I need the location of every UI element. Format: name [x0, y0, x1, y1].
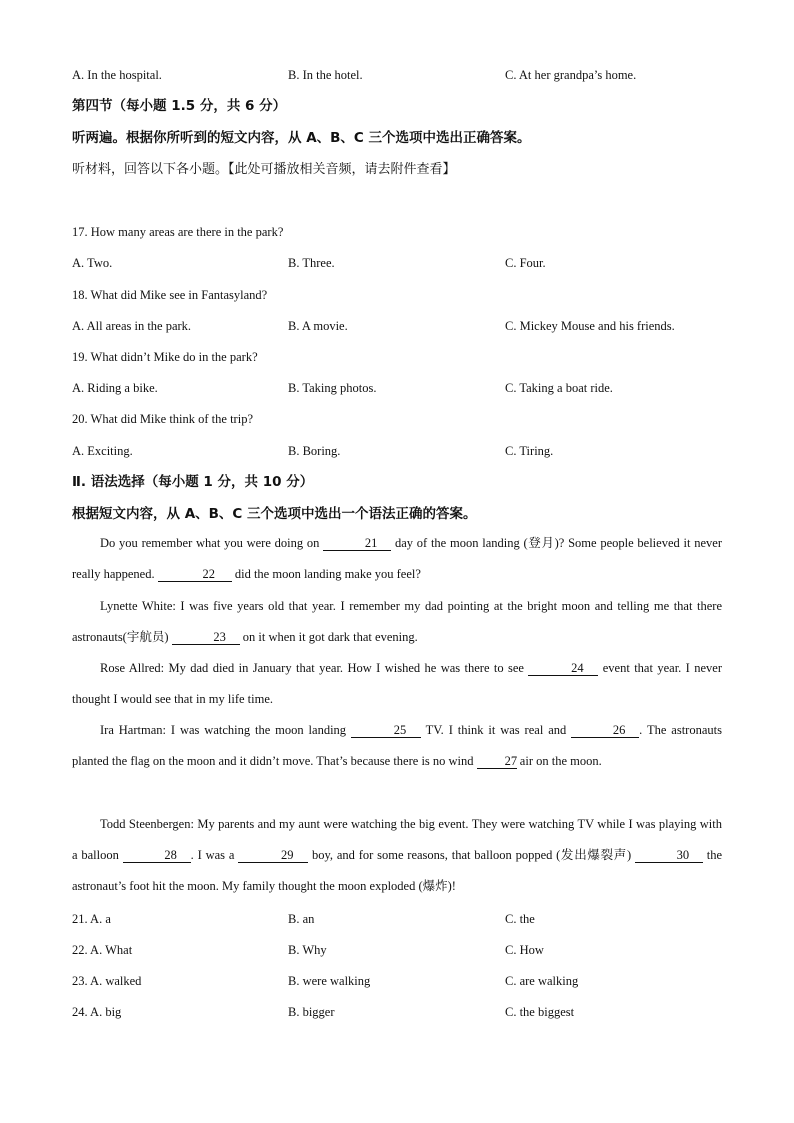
blank-25: 25 — [351, 723, 421, 738]
blank-23: 23 — [172, 630, 240, 645]
section4-title: 第四节（每小题 1.5 分，共 6 分） — [72, 98, 287, 114]
options-row-16 — [72, 66, 722, 84]
passage-paragraph-1 — [72, 528, 722, 590]
passage-text: . The astronauts planted the flag on the moon and it didn’t move. That’s because there is no wind — [72, 723, 722, 768]
option-a: 22. A. What — [72, 943, 133, 957]
answer-row-22 — [72, 941, 722, 959]
option-b: B. A movie. — [288, 319, 348, 333]
question-18: 18. What did Mike see in Fantasyland? — [72, 288, 268, 302]
option-c: C. Taking a boat ride. — [505, 381, 613, 395]
passage-text: air on the moon. — [516, 754, 602, 768]
blank-21: 21 — [323, 536, 391, 551]
option-a: 21. A. a — [72, 912, 111, 926]
passage-text: boy, and for some reasons, that balloon popped (发出爆裂声) — [308, 848, 635, 862]
section2-title: Ⅱ. 语法选择（每小题 1 分，共 10 分） — [72, 474, 314, 490]
option-c: C. are walking — [505, 974, 579, 988]
answer-row-24 — [72, 1003, 722, 1021]
blank-30: 30 — [635, 848, 703, 863]
question-20: 20. What did Mike think of the trip? — [72, 412, 253, 426]
passage-text: event that year. I never thought I would see that in my life time. — [72, 661, 722, 706]
passage-text: Rose Allred: My dad died in January that year. How I wished he was there to see — [100, 661, 529, 675]
option-c: C. the biggest — [505, 1005, 575, 1019]
options-row-20 — [72, 442, 722, 460]
option-c: C. the — [505, 912, 535, 926]
option-b: B. Three. — [288, 256, 335, 270]
option-c: C. Four. — [505, 256, 546, 270]
passage-text: TV. I think it was real and — [420, 723, 572, 737]
passage-text: Do you remember what you were doing on — [100, 536, 324, 550]
options-row-19 — [72, 379, 722, 397]
question-19: 19. What didn’t Mike do in the park? — [72, 350, 258, 364]
passage-paragraph-3 — [72, 653, 722, 715]
option-a: A. Exciting. — [72, 444, 133, 458]
blank-29: 29 — [238, 848, 308, 863]
question-17: 17. How many areas are there in the park? — [72, 225, 284, 239]
blank-28: 28 — [123, 848, 191, 863]
option-c: C. At her grandpa’s home. — [505, 68, 637, 82]
passage-text: Todd Steenbergen: My parents and my aunt were watching the big event. They were watching TV while I was playing with a balloon — [72, 817, 722, 862]
option-a: A. In the hospital. — [72, 68, 162, 82]
passage-text: on it when it got dark that evening. — [239, 630, 418, 644]
passage-text: day of the moon landing (登月)? Some people believed it never really happened. — [72, 536, 722, 581]
option-a: 24. A. big — [72, 1005, 122, 1019]
option-b: B. were walking — [288, 974, 371, 988]
passage-text: . I was a — [190, 848, 239, 862]
option-a: A. Riding a bike. — [72, 381, 158, 395]
option-a: A. All areas in the park. — [72, 319, 192, 333]
option-b: B. bigger — [288, 1005, 335, 1019]
answer-row-23 — [72, 972, 722, 990]
option-b: B. Boring. — [288, 444, 341, 458]
passage-paragraph-2 — [72, 591, 722, 653]
option-a: 23. A. walked — [72, 974, 142, 988]
options-row-17 — [72, 254, 722, 272]
blank-24: 24 — [528, 661, 598, 676]
options-row-18 — [72, 317, 722, 335]
section4-instruction: 听两遍。根据你所听到的短文内容，从 A、B、C 三个选项中选出正确答案。 — [72, 130, 531, 146]
section2-instruction: 根据短文内容，从 A、B、C 三个选项中选出一个语法正确的答案。 — [72, 506, 477, 522]
blank-22: 22 — [158, 567, 232, 582]
passage-paragraph-4 — [72, 715, 722, 777]
option-b: B. an — [288, 912, 315, 926]
option-a: A. Two. — [72, 256, 113, 270]
passage-text: Lynette White: I was five years old that year. I remember my dad pointing at the bright moon and telling me that there astronauts(宇航员) — [72, 599, 722, 644]
passage-text: Ira Hartman: I was watching the moon landing — [100, 723, 351, 737]
passage-text: did the moon landing make you feel? — [231, 567, 421, 581]
blank-27: 27 — [477, 754, 517, 769]
option-c: C. How — [505, 943, 544, 957]
option-b: B. In the hotel. — [288, 68, 363, 82]
blank-26: 26 — [571, 723, 639, 738]
option-c: C. Tiring. — [505, 444, 554, 458]
option-c: C. Mickey Mouse and his friends. — [505, 319, 675, 333]
answer-row-21 — [72, 910, 722, 928]
option-b: B. Taking photos. — [288, 381, 377, 395]
passage-paragraph-5 — [72, 809, 722, 902]
option-b: B. Why — [288, 943, 327, 957]
section4-note: 听材料，回答以下各小题。【此处可播放相关音频，请去附件查看】 — [72, 162, 456, 177]
passage-text: the astronaut’s foot hit the moon. My family thought the moon exploded (爆炸)! — [72, 848, 723, 893]
